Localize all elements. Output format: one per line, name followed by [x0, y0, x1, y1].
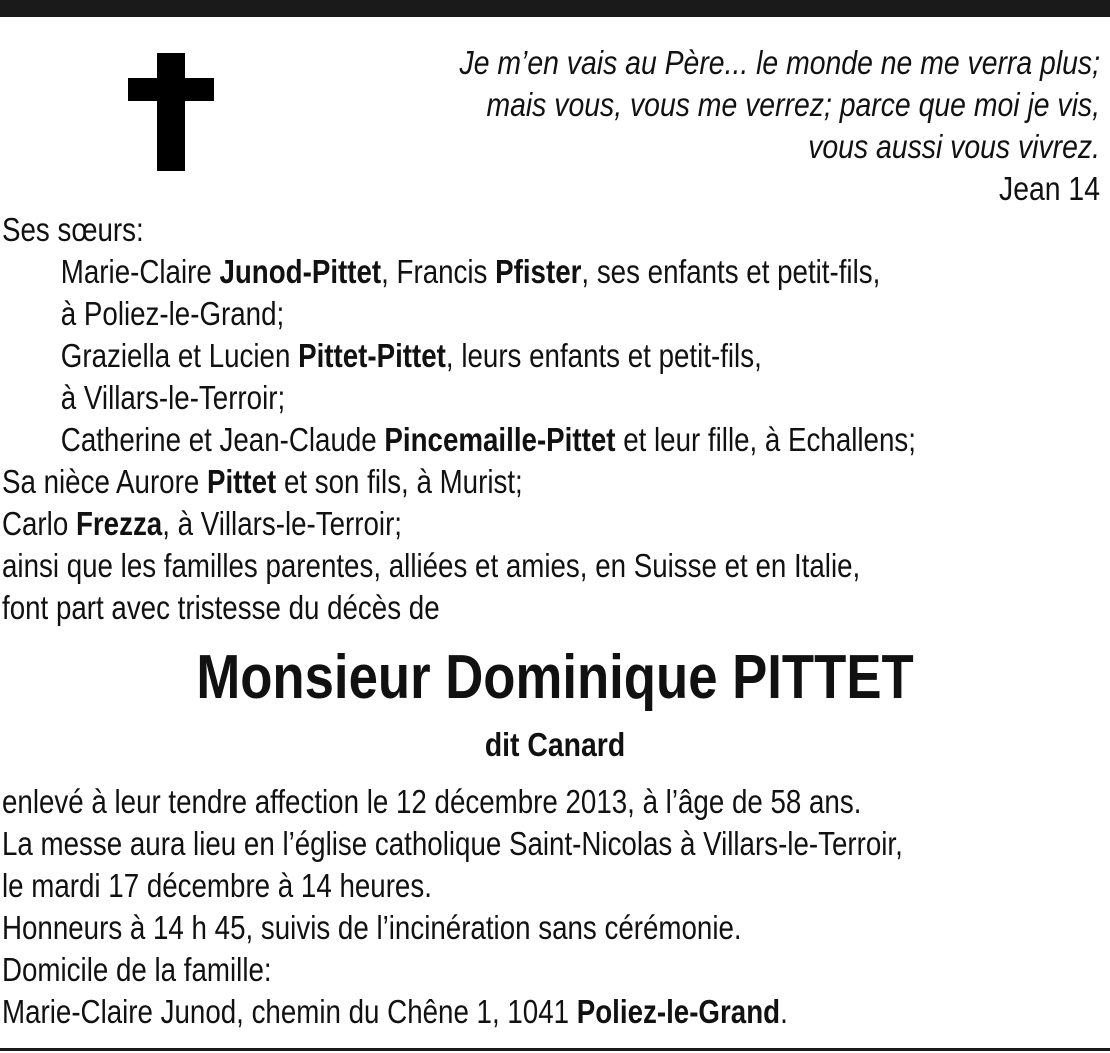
- family-announcement: [2, 209, 1094, 629]
- ceremony-details: [2, 781, 1094, 1033]
- scripture-quote: [412, 42, 1100, 210]
- cross-icon: [128, 53, 214, 171]
- top-border-rule: [0, 0, 1110, 17]
- detail-line: Domicile de la famille:: [2, 951, 272, 988]
- quote-line: Je m’en vais au Père... le monde ne me verra plus;: [459, 44, 1100, 81]
- family-line: à Villars-le-Terroir;: [60, 379, 286, 416]
- text: Catherine et Jean-Claude: [60, 421, 385, 458]
- text: et leur fille, à Echallens;: [615, 421, 916, 458]
- deceased-name: Monsieur Dominique PITTET: [196, 643, 914, 712]
- surname: Frezza: [75, 505, 163, 542]
- surname: Pfister: [495, 253, 582, 290]
- bottom-border-rule: [0, 1048, 1110, 1051]
- text: , Francis: [381, 253, 496, 290]
- detail-line: Honneurs à 14 h 45, suivis de l’incinération sans cérémonie.: [2, 909, 742, 946]
- quote-reference: Jean 14: [999, 170, 1100, 207]
- family-line: [2, 503, 1094, 545]
- text: Marie-Claire: [60, 253, 220, 290]
- text: .: [780, 993, 788, 1030]
- text: et son fils, à Murist;: [276, 463, 523, 500]
- family-line: [2, 461, 1094, 503]
- text: , leurs enfants et petit-fils,: [445, 337, 762, 374]
- surname: Pittet-Pittet: [298, 337, 446, 374]
- deceased-nickname: dit Canard: [484, 726, 626, 763]
- detail-line: La messe aura lieu en l’église catholique Saint-Nicolas à Villars-le-Terroir,: [2, 825, 903, 862]
- text: Sa nièce Aurore: [2, 463, 207, 500]
- family-line: ainsi que les familles parentes, alliées et amies, en Suisse et en Italie,: [2, 547, 861, 584]
- surname: Pittet: [206, 463, 277, 500]
- text: Marie-Claire Junod, chemin du Chêne 1, 1041: [2, 993, 577, 1030]
- place-name: Poliez-le-Grand: [576, 993, 781, 1030]
- text: Graziella et Lucien: [60, 337, 299, 374]
- family-line: font part avec tristesse du décès de: [2, 589, 440, 626]
- family-line: [2, 335, 1094, 377]
- family-line: à Poliez-le-Grand;: [60, 295, 285, 332]
- detail-line: le mardi 17 décembre à 14 heures.: [2, 867, 432, 904]
- text: , à Villars-le-Terroir;: [162, 505, 403, 542]
- family-line: [2, 419, 1094, 461]
- sisters-heading: Ses sœurs:: [2, 211, 144, 248]
- address-line: [2, 991, 1094, 1033]
- text: Carlo: [2, 505, 76, 542]
- quote-line: vous aussi vous vivrez.: [808, 128, 1100, 165]
- family-line: [2, 251, 1094, 293]
- quote-line: mais vous, vous me verrez; parce que moi je vis,: [486, 86, 1101, 123]
- surname: Pincemaille-Pittet: [384, 421, 616, 458]
- text: , ses enfants et petit-fils,: [581, 253, 881, 290]
- detail-line: enlevé à leur tendre affection le 12 décembre 2013, à l’âge de 58 ans.: [2, 783, 862, 820]
- surname: Junod-Pittet: [219, 253, 382, 290]
